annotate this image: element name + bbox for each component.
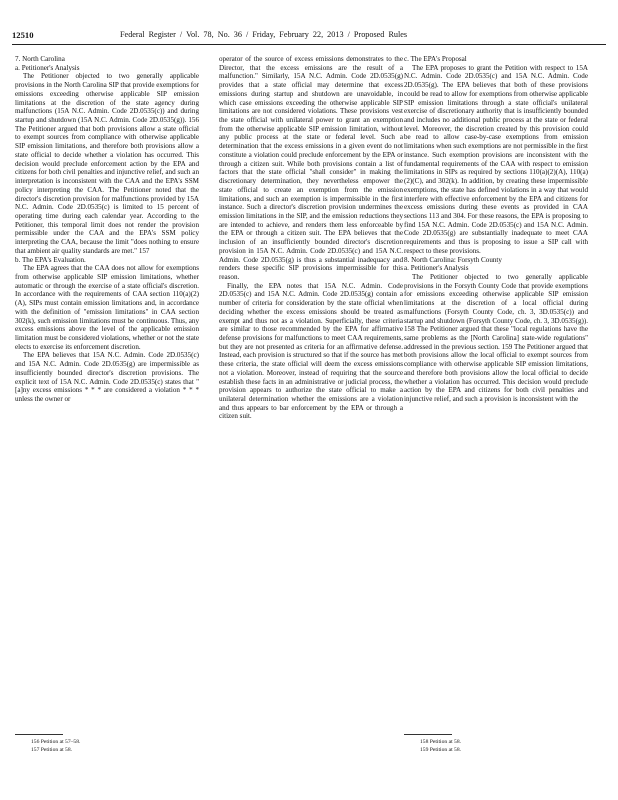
footnotes-right: [404, 738, 461, 754]
footnote: 156 Petition at 57–58.: [31, 739, 81, 745]
column-3: [404, 55, 588, 404]
section-heading: 8. North Carolina: Forsyth County: [404, 255, 502, 264]
body-paragraph: Finally, the EPA notes that 15A N.C. Admin. Code 2D.0535(c) and 15A N.C. Admin. Code 2D.0535(g) contain a number of criteria for consideration by the state official when deciding whether the excess emissions should be treated as exempt and thus not as a violation. Superficially, these criteria are similar to those recommended by the EPA for affirmative defense provisions for malfunctions to meet CAA requirements, but they are not presented as criteria for an affirmative defense. Instead, each provision is structured so that if the source has met these criteria, the state official will deem the excess emissions not a violation. Moreover, instead of requiring that the source establish these facts in an administrative or judicial process, the provision appears to authorize the state official to make a unilateral determination whether the emissions are a violation and thus appears to bar enforcement by the EPA or through a citizen suit.: [219, 281, 403, 421]
section-heading: 7. North Carolina: [15, 55, 65, 63]
subsection-heading: c. The EPA's Proposal: [404, 55, 467, 63]
body-paragraph: The Petitioner objected to two generally applicable provisions in the North Carolina SIP that provide exemptions for emissions exceeding otherwise applicable SIP emission limitations at the discretion of the state agency during malfunctions (15A N.C. Admin. Code 2D.0535(c)) and during startup and shutdown (15A N.C. Admin. Code 2D.0535(g)). 156 The Petitioner argued that both provisions allow a state official to exempt sources from compliance with otherwise applicable SIP emission limitations, and therefore both provisions allow a state official to decide whether a violation has occurred. This decision would preclude enforcement action by the EPA and citizens for both civil penalties and injunctive relief, and such an interpretation is inconsistent with the CAA and the EPA's SSM policy interpreting the CAA. The Petitioner noted that the director's discretion provision for malfunctions provided by 15A N.C. Admin. Code 2D.0535(c) is limited to 15 percent of operating time during each calendar year. According to the Petitioner, this temporal limit does not render the provision permissible under the CAA and the EPA's SSM policy interpreting the CAA, because the limit "does nothing to ensure that ambient air quality standards are met." 157: [15, 72, 199, 255]
column-2: [219, 55, 403, 421]
footnote-rule: [404, 734, 452, 735]
footnote: 158 Petition at 58.: [420, 739, 462, 745]
running-head: Federal Register / Vol. 78, No. 36 / Friday, February 22, 2013 / Proposed Rules: [120, 30, 408, 39]
subsection-heading: a. Petitioner's Analysis: [404, 264, 469, 273]
subsection-heading: b. The EPA's Evaluation.: [15, 255, 86, 264]
body-paragraph: The Petitioner objected to two generally applicable provisions in the Forsyth County Code that provide exemptions for emissions exceeding otherwise applicable SIP emission limitations at the discretion of a local official during malfunctions (Forsyth County Code, ch. 3, 3D.0535(c)) and startup and shutdown (Forsyth County Code, ch. 3, 3D.0535(g)). 158 The Petitioner argued that these "local regulations have the same problems as the [North Carolina] state-wide regulations" addressed in the previous section. 159 The Petitioner argued that both provisions allow the local official to exempt sources from compliance with otherwise applicable SIP emission limitations, and therefore both provisions allow the local official to decide whether a violation has occurred. This decision would preclude action by the EPA and citizens for both civil penalties and injunctive relief, and such a provision is inconsistent with the: [404, 272, 588, 404]
footnote-rule: [15, 734, 63, 735]
page-number: 12510: [12, 30, 34, 40]
header-rule: [12, 44, 606, 45]
page-header: [12, 30, 606, 44]
footnotes-left: [15, 738, 80, 754]
footnote: 159 Petition at 58.: [420, 747, 462, 753]
body-paragraph: operator of the source of excess emissions demonstrates to the Director, that the excess emissions are the result of a malfunction." Similarly, 15A N.C. Admin. Code 2D.0535(g) provides that a state official may determine that excess emissions during startup and shutdown are unavoidable, in which case emissions exceeding the otherwise applicable SIP limitations are not considered violations. These provisions vest the state official with unilateral power to grant an exemption from the otherwise applicable SIP emission limitation, without any public process at the state or federal level. Such a determination that the excess emissions in a given event do not constitute a violation could preclude enforcement by the EPA or through a citizen suit. While both provisions contain a list of factors that the state official "shall consider" in making the discretionary determination, they nevertheless empower the state official to create an exemption from the emission limitations, and such an exemption is impermissible in the first instance. Such a director's discretion provision undermines the emission limitations in the SIP, and the emission reductions they are intended to achieve, and renders them less enforceable by the EPA or through a citizen suit. The EPA believes that the inclusion of an insufficiently bounded director's discretion provision in 15A N.C. Admin. Code 2D.0535(c) and 15A N.C. Admin. Code 2D.0535(g) is thus a substantial inadequacy and renders these specific SIP provisions impermissible for this reason.: [219, 55, 403, 281]
body-paragraph: The EPA proposes to grant the Petition with respect to 15A N.C. Admin. Code 2D.0535(c) and 15A N.C. Admin. Code 2D.0535(g). The EPA believes that both of these provisions could be read to allow for exemptions from otherwise applicable SIP emission limitations through a state official's unilateral exercise of discretionary authority that is insufficiently bounded and includes no additional public process at the state or federal level. Moreover, the discretion created by this provision could be read to allow case-by-case exemptions from emission limitations when such exemptions are not permissible in the first instance. Such exemption provisions are inconsistent with the fundamental requirements of the CAA with respect to emission limitations in SIPs as required by sections 110(a)(2)(A), 110(a)(2)(C), and 302(k). In addition, by creating these impermissible exemptions, the state has defined violations in a way that would interfere with effective enforcement by the EPA and citizens for excess emissions during these events as provided in CAA sections 113 and 304. For these reasons, the EPA is proposing to find 15A N.C. Admin. Code 2D.0535(c) and 15A N.C. Admin. Code 2D.0535(g) are substantially inadequate to meet CAA requirements and thus is proposing to issue a SIP call with respect to these provisions.: [404, 63, 588, 255]
column-1: [15, 55, 199, 404]
footnote: 157 Petition at 58.: [31, 747, 73, 753]
body-paragraph: The EPA believes that 15A N.C. Admin. Code 2D.0535(c) and 15A N.C. Admin. Code 2D.0535(g) are impermissible as insufficiently bounded director's discretion provisions. The explicit text of 15A N.C. Admin. Code 2D.0535(c) states that "[a]ny excess emissions * * * are considered a violation * * * unless the owner or: [15, 351, 199, 404]
subsection-heading: a. Petitioner's Analysis: [15, 63, 80, 72]
body-paragraph: The EPA agrees that the CAA does not allow for exemptions from otherwise applicable SIP emission limitations, whether automatic or through the exercise of a state official's discretion. In accordance with the requirements of CAA section 110(a)(2)(A), SIPs must contain emission limitations and, in accordance with the definition of "emission limitations" in CAA section 302(k), such emission limitations must be continuous. Thus, any excess emissions above the level of the applicable emission limitation must be considered violations, whether or not the state elects to exercise its enforcement discretion.: [15, 264, 200, 351]
